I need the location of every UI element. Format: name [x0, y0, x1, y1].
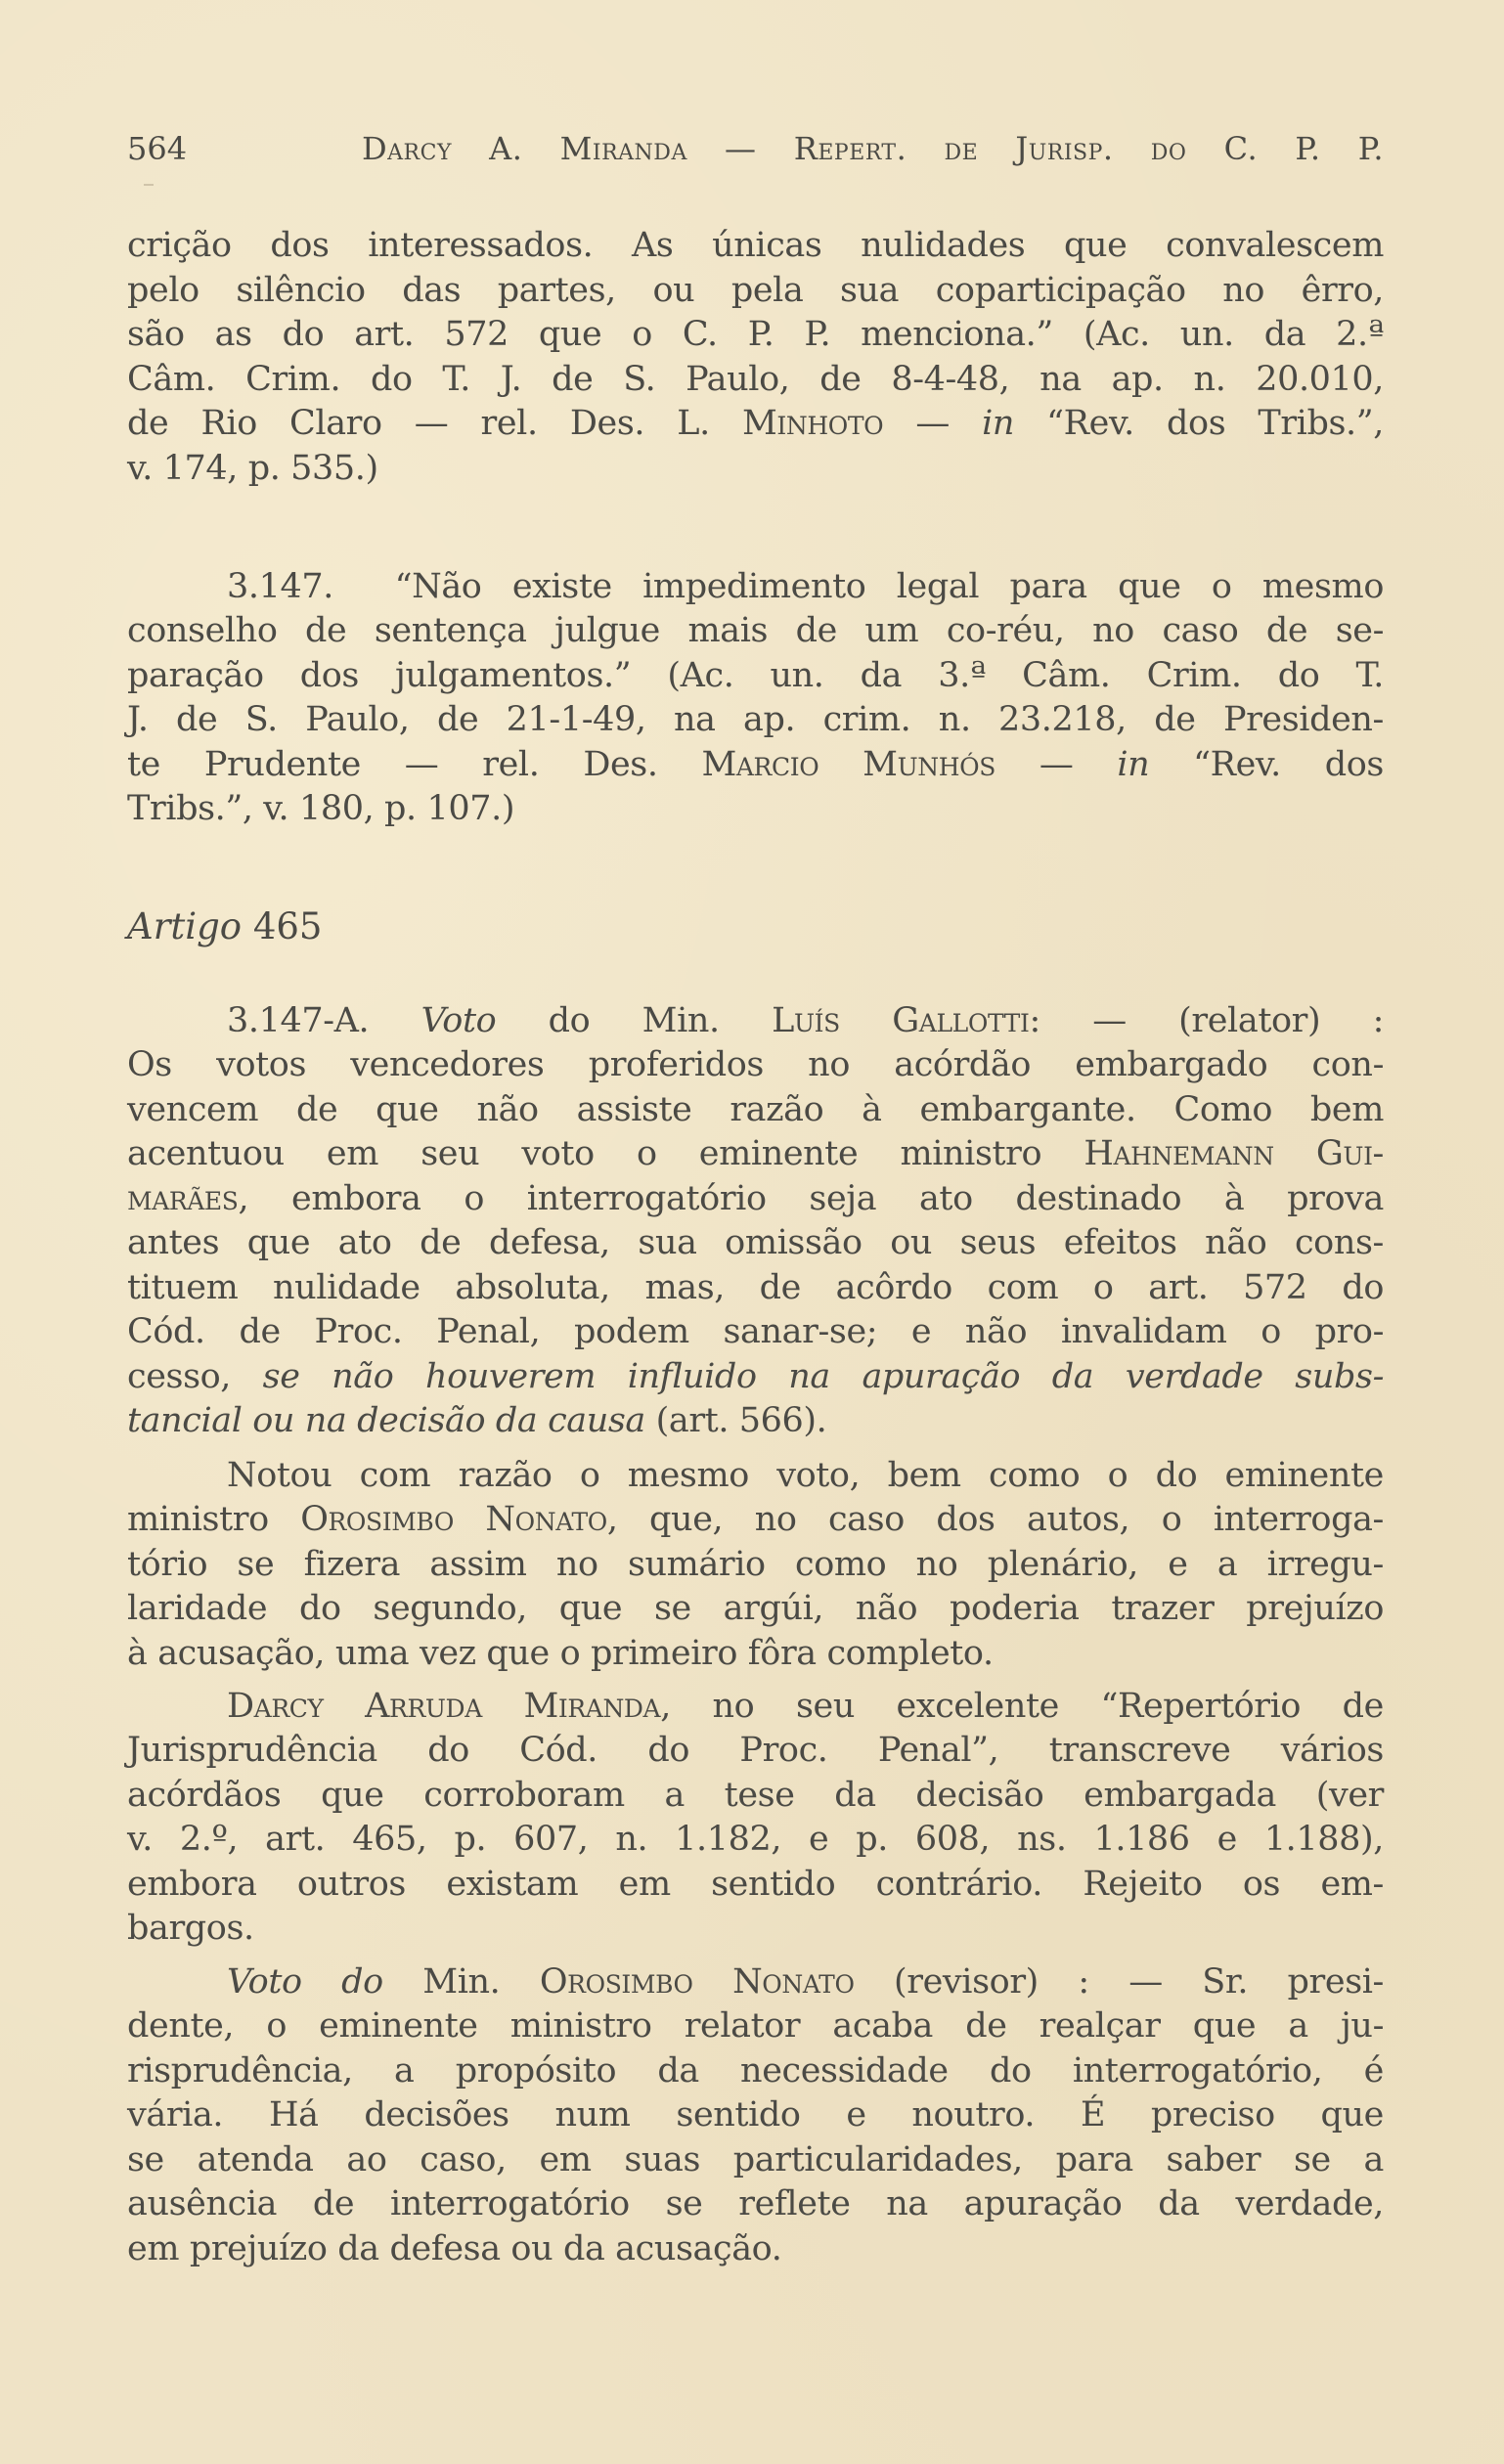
author-name: Luís Gallotti	[772, 1001, 1030, 1040]
text-line: em prejuízo da defesa ou da acusação.	[127, 2229, 782, 2268]
text-run: Voto	[420, 1001, 497, 1040]
italic-in: in	[982, 404, 1015, 443]
text-run: , no seu excelente “Repertório de	[660, 1687, 1384, 1726]
author-name: Hahnemann Gui-	[1084, 1134, 1384, 1173]
text-line	[227, 565, 1384, 609]
text-line: Os votos vencedores proferidos no acórdão embargado con-	[127, 1045, 1384, 1084]
text-line: vária. Há decisões num sentido e noutro. É preciso que	[127, 2095, 1384, 2134]
text-line	[127, 1399, 1384, 1443]
text-line: v. 174, p. 535.)	[127, 449, 378, 488]
text-line: laridade do segundo, que se argúi, não poderia trazer prejuízo	[127, 1589, 1384, 1628]
text-line	[127, 743, 1384, 787]
text-line	[127, 1177, 1384, 1221]
text-line: vencem de que não assiste razão à embargante. Como bem	[127, 1090, 1384, 1129]
author-name: marães	[127, 1179, 239, 1218]
text-run: acentuou em seu voto o eminente ministro	[127, 1134, 1084, 1173]
text-run: de Rio Claro — rel. Des. L.	[127, 404, 742, 443]
text-run: cesso,	[127, 1357, 263, 1396]
text-line: risprudência, a propósito da necessidade do interrogatório, é	[127, 2051, 1384, 2090]
author-name: Orosimbo Nonato	[539, 1962, 855, 2002]
author-name: Darcy Arruda Miranda	[227, 1687, 661, 1726]
text-line: Cód. de Proc. Penal, podem sanar-se; e não invalidam o pro-	[127, 1312, 1384, 1351]
text-run: Min.	[382, 1962, 540, 2002]
text-line: Jurisprudência do Cód. do Proc. Penal”, transcreve vários	[127, 1731, 1384, 1770]
text-line	[227, 1685, 1384, 1729]
text-line: paração dos julgamentos.” (Ac. un. da 3.ª Câm. Crim. do T.	[127, 656, 1384, 695]
page-header	[127, 127, 1384, 171]
text-line	[127, 1355, 1384, 1399]
text-run: , embora o interrogatório seja ato destinado à prova	[238, 1179, 1384, 1218]
section-heading-number: 465	[242, 905, 323, 947]
scan-speck	[144, 184, 154, 186]
author-name: Orosimbo Nonato	[300, 1500, 607, 1539]
author-name: Minhoto	[741, 404, 884, 443]
text-run: —	[995, 745, 1118, 784]
section-heading	[127, 904, 322, 948]
text-line: Notou com razão o mesmo voto, bem como o do eminente	[227, 1456, 1384, 1495]
text-line: conselho de sentença julgue mais de um co-réu, no caso de se-	[127, 611, 1384, 650]
text-line: Tribs.”, v. 180, p. 107.)	[127, 789, 515, 828]
text-run: (art. 566).	[644, 1401, 827, 1440]
text-run: do Min.	[496, 1001, 773, 1040]
text-run: “Rev. dos Tribs.”,	[1014, 404, 1384, 443]
page-number: 564	[127, 130, 188, 167]
text-run: te Prudente — rel. Des.	[127, 745, 702, 784]
section-heading-word: Artigo	[127, 905, 243, 947]
text-line	[127, 1498, 1384, 1542]
text-run: “Rev. dos	[1149, 745, 1384, 784]
text-line	[227, 999, 1384, 1043]
text-line	[127, 1132, 1384, 1176]
text-run: Voto do	[227, 1962, 383, 2002]
text-line: J. de S. Paulo, de 21-1-49, na ap. crim. n. 23.218, de Presiden-	[127, 700, 1384, 739]
author-name: Marcio Munhós	[701, 745, 995, 784]
text-line: bargos.	[127, 1909, 254, 1948]
text-run: “Não existe impedimento legal para que o mesmo	[394, 567, 1385, 606]
italic-quote: se não houverem influido na apuração da verdade subs-	[262, 1357, 1384, 1396]
text-line	[227, 1960, 1384, 2004]
text-line: Câm. Crim. do T. J. de S. Paulo, de 8-4-48, na ap. n. 20.010,	[127, 360, 1384, 399]
text-run: : — (relator) :	[1029, 1001, 1384, 1040]
entry-number: 3.147-A.	[227, 1001, 370, 1040]
text-line: são as do art. 572 que o C. P. P. menciona.” (Ac. un. da 2.ª	[127, 315, 1384, 354]
running-title: Darcy A. Miranda — Repert. de Jurisp. do C. P. P.	[362, 130, 1384, 167]
text-line: embora outros existam em sentido contrário. Rejeito os em-	[127, 1865, 1384, 1904]
text-run: , que, no caso dos autos, o interroga-	[606, 1500, 1384, 1539]
text-line: v. 2.º, art. 465, p. 607, n. 1.182, e p. 608, ns. 1.186 e 1.188),	[127, 1820, 1384, 1859]
text-run: ministro	[127, 1500, 301, 1539]
entry-number: 3.147.	[227, 567, 333, 606]
italic-quote: tancial ou na decisão da causa	[127, 1401, 645, 1440]
text-line	[127, 402, 1384, 446]
text-line: antes que ato de defesa, sua omissão ou seus efeitos não cons-	[127, 1223, 1384, 1262]
text-line: à acusação, uma vez que o primeiro fôra completo.	[127, 1634, 994, 1673]
italic-in: in	[1117, 745, 1150, 784]
text-line: pelo silêncio das partes, ou pela sua coparticipação no êrro,	[127, 271, 1384, 310]
text-line: acórdãos que corroboram a tese da decisão embargada (ver	[127, 1776, 1384, 1815]
text-line: crição dos interessados. As únicas nulidades que convalescem	[127, 226, 1384, 265]
text-line: dente, o eminente ministro relator acaba de realçar que a ju-	[127, 2006, 1384, 2046]
text-run: (revisor) : — Sr. presi-	[854, 1962, 1384, 2002]
text-line: se atenda ao caso, em suas particularidades, para saber se a	[127, 2140, 1384, 2179]
text-line: tório se fizera assim no sumário como no plenário, e a irregu-	[127, 1545, 1384, 1584]
text-line: ausência de interrogatório se reflete na apuração da verdade,	[127, 2184, 1384, 2223]
text-run: —	[883, 404, 983, 443]
text-line: tituem nulidade absoluta, mas, de acôrdo com o art. 572 do	[127, 1268, 1384, 1307]
